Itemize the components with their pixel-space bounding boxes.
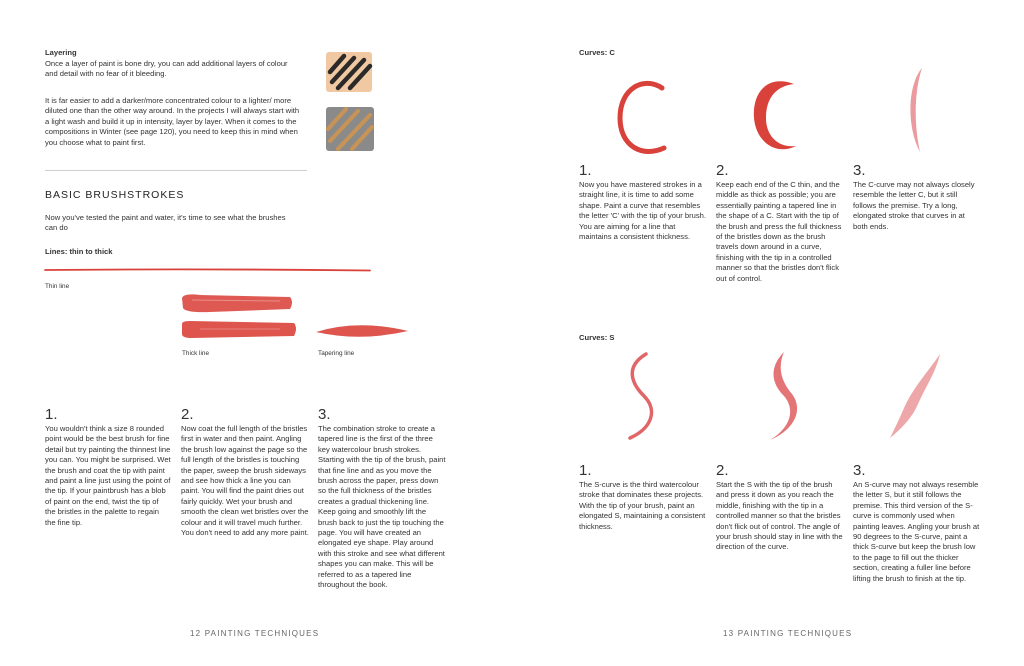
left-step-3-number: 3. [318,406,331,423]
thick-line-caption: Thick line [182,350,209,357]
s-curve-leaf-stroke [886,352,944,440]
basic-brushstrokes-heading: BASIC BRUSHSTROKES [45,189,185,201]
c-curve-elongated-stroke [900,66,930,154]
left-step-2-number: 2. [181,406,194,423]
thick-line-stroke-top [180,292,295,314]
s-step-1-text: The S-curve is the third watercolour stroke that dominates these projects. With the tip of your brush, paint an elongated S, maintaining a consistent thickness. [579,480,706,531]
layering-para-1: Once a layer of paint is bone dry, you can add additional layers of colour and detail with no fear of it bleeding. [45,59,288,79]
left-step-1-number: 1. [45,406,58,423]
thick-line-stroke-bottom [180,320,300,340]
s-step-1-number: 1. [579,462,592,479]
basic-intro: Now you've tested the paint and water, it's time to see what the brushes can do [45,213,286,233]
s-step-2-text: Start the S with the tip of the brush and press it down as you reach the middle, finishing with the tip in a controlled manner so that the bristles don't flick out of control. The angle of your brush should stay in line with the direction of the curve. [716,480,843,552]
c-step-2-number: 2. [716,162,729,179]
right-page-footer: 13 PAINTING TECHNIQUES [723,629,853,638]
left-step-3-text: The combination stroke to create a tapered line is the first of the three key watercolour brush strokes. Starting with the tip of the brush, paint that fine line and as you move the brush across the paper, press down so the full thickness of the bristles creates a gradual thickening line. Keep going and smoothly lift the brush back to just the tip touching the page. You will have created an elongated eye shape. Play around with this stroke and see what different shapes you can make. This will be referred to as a tapered line throughout the book. [318,424,446,590]
curves-c-title: Curves: C [579,48,615,57]
layer-swatch-gray-icon [324,105,376,153]
layering-para-2: It is far easier to add a darker/more concentrated colour to a lighter/ more diluted one than the other way around. In the projects I will always start with a light wash and build it up in intensity, layer by layer. When it comes to the compositions in Winter (see page 120), you need to keep this in mind when you choose what to paint first. [45,96,300,147]
left-step-2-text: Now coat the full length of the bristles first in water and then paint. Angling the brush low against the page so the full length of the bristles is touching the paper, sweep the brush sideways and see how thick a line you can paint. You will find the paint dries out fairly quickly. Wet your brush and smooth the clean wet bristles over the colour and it will travel much further. You don't need to add any more paint. [181,424,309,538]
thin-line-caption: Thin line [45,283,70,290]
s-step-3-text: An S-curve may not always resemble the letter S, but it still follows the premise. This third version of the S-curve is commonly used when painting leaves. Angling your brush at 90 degrees to the S-curve, paint a thick S-curve but keep the brush low to the page to fill out the thicker section, creating a fuller line before lifting the brush to finish at the tip. [853,480,980,583]
left-step-1-text: You wouldn't think a size 8 rounded point would be the best brush for fine detail but try painting the thinnest line you can. You might be surprised. Wet the brush and coat the tip with paint and paint a line just using the point of the tip. If your paintbrush has a blob of paint on the end, twist the tip of the bristles in the palette to regain the fine tip. [45,424,171,527]
c-step-1-number: 1. [579,162,592,179]
section-divider [45,170,307,171]
thin-line-stroke [45,266,370,274]
c-curve-thin-stroke [614,78,668,158]
layering-title: Layering [45,48,77,57]
tapering-line-stroke [316,322,408,340]
lines-subheading: Lines: thin to thick [45,247,113,256]
s-step-2-number: 2. [716,462,729,479]
s-curve-tapered-stroke [758,350,808,442]
s-curve-thin-stroke [616,352,666,440]
c-step-2-text: Keep each end of the C thin, and the middle as thick as possible; you are essentially painting a tapered line in the shape of a C. Start with the tip of the brush and press the full thickness of the bristles down as the brush travels down around in a curve, finishing with the tip in a controlled manner so that the bristles don't flick out of control. [716,180,842,283]
c-curve-tapered-stroke [750,76,800,156]
s-step-3-number: 3. [853,462,866,479]
c-step-1-text: Now you have mastered strokes in a straight line, it is time to add some shape. Paint a curve that resembles the letter 'C' with the tip of your brush. You are aiming for a line that maintains a consistent thickness. [579,180,706,242]
left-page-footer: 12 PAINTING TECHNIQUES [190,629,320,638]
tapering-line-caption: Tapering line [318,350,355,357]
c-step-3-text: The C-curve may not always closely resemble the letter C, but it still follows the premise. Try a long, elongated stroke that curves in at both ends. [853,180,975,231]
layer-swatch-stripes-icon [324,50,374,94]
curves-s-title: Curves: S [579,333,615,342]
c-step-3-number: 3. [853,162,866,179]
